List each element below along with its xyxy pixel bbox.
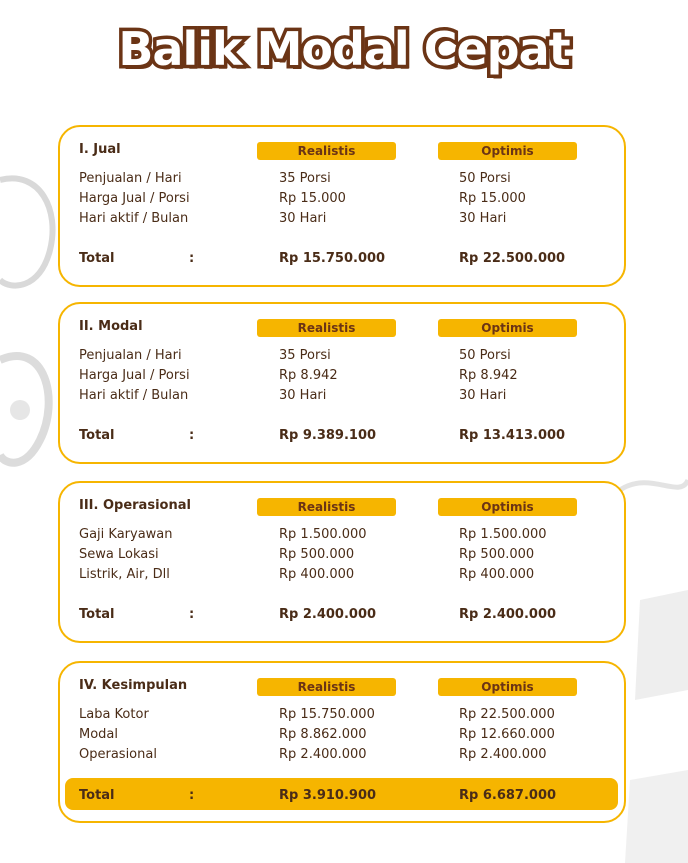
row-value-realistis: 30 Hari bbox=[279, 211, 327, 226]
row-label: Penjualan / Hari bbox=[79, 348, 182, 363]
row-value-optimis: Rp 8.942 bbox=[459, 368, 518, 383]
row-value-optimis: 30 Hari bbox=[459, 211, 507, 226]
section-title: II. Modal bbox=[79, 319, 143, 334]
row-value-realistis: Rp 500.000 bbox=[279, 547, 355, 562]
row-value-optimis: Rp 400.000 bbox=[459, 567, 535, 582]
column-header-optimis: Optimis bbox=[438, 319, 577, 337]
row-value-optimis: Rp 12.660.000 bbox=[459, 727, 555, 742]
column-header-realistis: Realistis bbox=[257, 498, 396, 516]
row-value-realistis: Rp 15.750.000 bbox=[279, 707, 375, 722]
section-kesimpulan bbox=[58, 661, 626, 823]
total-value-realistis: Rp 15.750.000 bbox=[279, 251, 386, 266]
row-value-realistis: 35 Porsi bbox=[279, 348, 331, 363]
row-label: Hari aktif / Bulan bbox=[79, 211, 189, 226]
table-row bbox=[60, 727, 624, 747]
total-value-realistis: Rp 3.910.900 bbox=[279, 788, 377, 803]
row-value-optimis: Rp 1.500.000 bbox=[459, 527, 547, 542]
column-header-optimis: Optimis bbox=[438, 142, 577, 160]
total-value-realistis: Rp 9.389.100 bbox=[279, 428, 377, 443]
row-value-realistis: Rp 400.000 bbox=[279, 567, 355, 582]
row-label: Harga Jual / Porsi bbox=[79, 191, 190, 206]
row-label: Penjualan / Hari bbox=[79, 171, 182, 186]
column-header-realistis: Realistis bbox=[257, 319, 396, 337]
row-value-realistis: 35 Porsi bbox=[279, 171, 331, 186]
total-value-optimis: Rp 2.400.000 bbox=[459, 607, 557, 622]
total-colon: : bbox=[189, 251, 195, 266]
row-value-realistis: Rp 8.862.000 bbox=[279, 727, 367, 742]
row-label: Modal bbox=[79, 727, 118, 742]
total-value-optimis: Rp 22.500.000 bbox=[459, 251, 566, 266]
total-label: Total bbox=[79, 788, 115, 803]
section-title: IV. Kesimpulan bbox=[79, 678, 188, 693]
total-row bbox=[60, 788, 624, 808]
table-row bbox=[60, 348, 624, 368]
row-value-optimis: Rp 22.500.000 bbox=[459, 707, 555, 722]
row-label: Laba Kotor bbox=[79, 707, 149, 722]
row-value-optimis: Rp 15.000 bbox=[459, 191, 526, 206]
row-value-optimis: Rp 2.400.000 bbox=[459, 747, 547, 762]
table-row bbox=[60, 747, 624, 767]
total-label: Total bbox=[79, 607, 115, 622]
row-value-realistis: Rp 2.400.000 bbox=[279, 747, 367, 762]
table-row bbox=[60, 527, 624, 547]
table-row bbox=[60, 567, 624, 587]
table-row bbox=[60, 368, 624, 388]
row-label: Listrik, Air, Dll bbox=[79, 567, 170, 582]
page-title: Balik Modal Cepat bbox=[118, 22, 570, 76]
total-row bbox=[60, 251, 624, 271]
column-header-realistis: Realistis bbox=[257, 678, 396, 696]
row-label: Sewa Lokasi bbox=[79, 547, 159, 562]
row-label: Harga Jual / Porsi bbox=[79, 368, 190, 383]
background-doodle-right bbox=[620, 450, 688, 863]
total-value-realistis: Rp 2.400.000 bbox=[279, 607, 377, 622]
total-colon: : bbox=[189, 428, 195, 443]
row-value-optimis: 50 Porsi bbox=[459, 171, 511, 186]
total-row bbox=[60, 607, 624, 627]
column-header-optimis: Optimis bbox=[438, 678, 577, 696]
section-jual bbox=[58, 125, 626, 287]
total-value-optimis: Rp 6.687.000 bbox=[459, 788, 557, 803]
row-value-optimis: 50 Porsi bbox=[459, 348, 511, 363]
row-label: Operasional bbox=[79, 747, 157, 762]
column-header-optimis: Optimis bbox=[438, 498, 577, 516]
total-label: Total bbox=[79, 428, 115, 443]
total-colon: : bbox=[189, 607, 195, 622]
section-title: I. Jual bbox=[79, 142, 121, 157]
table-row bbox=[60, 388, 624, 408]
table-row bbox=[60, 707, 624, 727]
row-value-optimis: Rp 500.000 bbox=[459, 547, 535, 562]
section-title: III. Operasional bbox=[79, 498, 191, 513]
row-label: Gaji Karyawan bbox=[79, 527, 173, 542]
total-label: Total bbox=[79, 251, 115, 266]
total-row bbox=[60, 428, 624, 448]
table-row bbox=[60, 191, 624, 211]
column-header-realistis: Realistis bbox=[257, 142, 396, 160]
row-label: Hari aktif / Bulan bbox=[79, 388, 189, 403]
table-row bbox=[60, 171, 624, 191]
row-value-realistis: Rp 8.942 bbox=[279, 368, 338, 383]
table-row bbox=[60, 211, 624, 231]
section-modal bbox=[58, 302, 626, 464]
row-value-realistis: Rp 1.500.000 bbox=[279, 527, 367, 542]
section-operasional bbox=[58, 481, 626, 643]
table-row bbox=[60, 547, 624, 567]
total-value-optimis: Rp 13.413.000 bbox=[459, 428, 566, 443]
row-value-realistis: Rp 15.000 bbox=[279, 191, 346, 206]
row-value-realistis: 30 Hari bbox=[279, 388, 327, 403]
row-value-optimis: 30 Hari bbox=[459, 388, 507, 403]
total-colon: : bbox=[189, 788, 195, 803]
